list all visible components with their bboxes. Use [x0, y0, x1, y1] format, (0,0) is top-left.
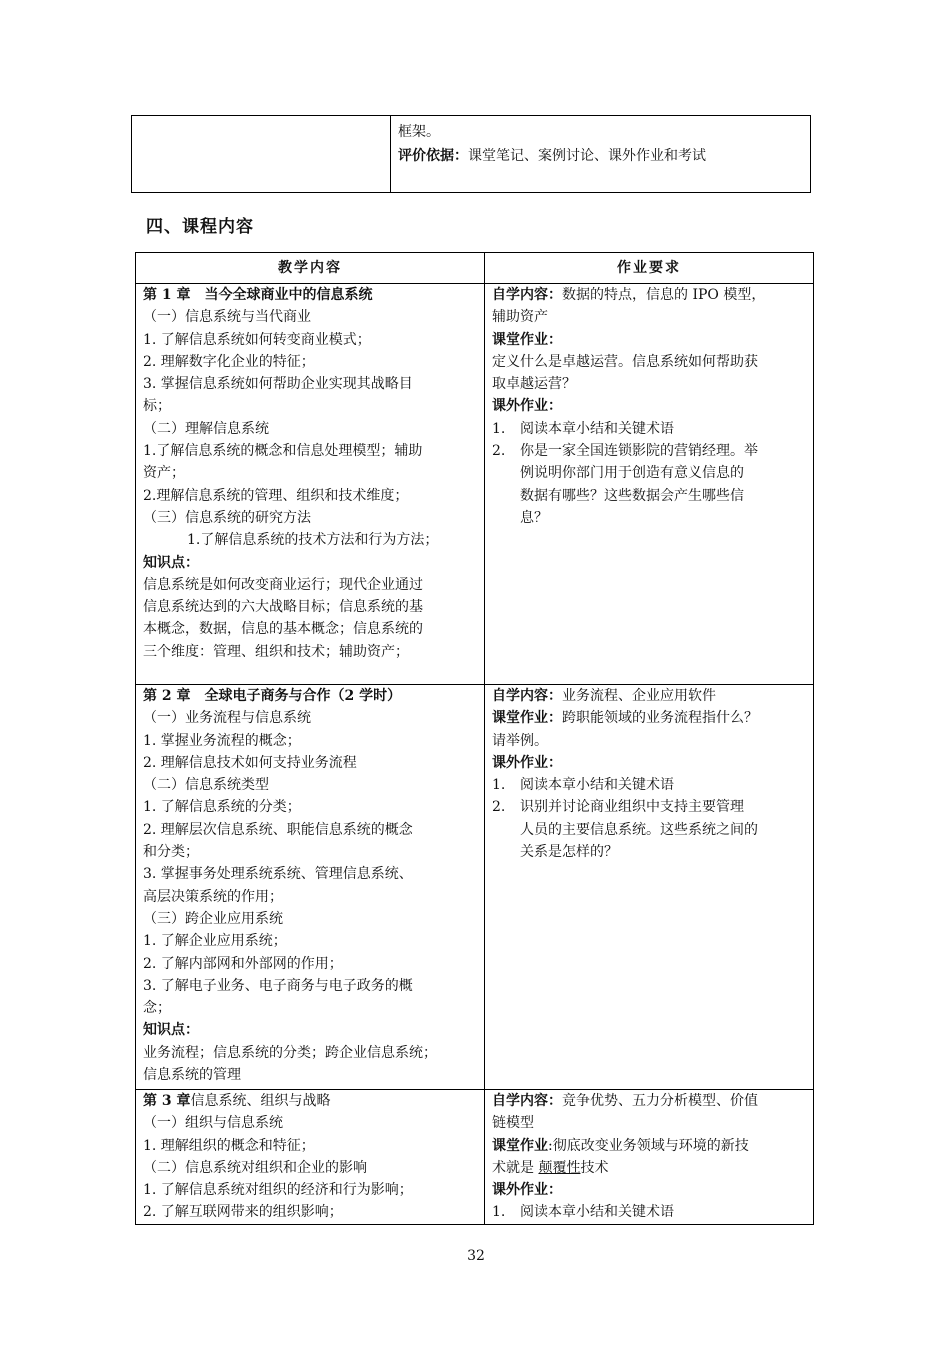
homework-item	[492, 774, 806, 796]
item-number: 1.	[492, 777, 506, 794]
content-line: 2. 了解内部网和外部网的作用；	[143, 955, 343, 972]
table-row-chapter-1	[136, 284, 814, 685]
homework-item	[492, 418, 806, 440]
content-line: 1. 了解信息系统对组织的经济和行为影响；	[143, 1182, 413, 1199]
self-study-text: 竞争优势、五力分析模型、价值	[562, 1093, 758, 1109]
chapter-2-title: 第 2 章 全球电子商务与合作（2 学时）	[143, 688, 402, 704]
content-line: （一）组织与信息系统	[143, 1115, 283, 1132]
content-line: 2. 理解信息技术如何支持业务流程	[143, 754, 357, 771]
header-assignment-requirements: 作业要求	[485, 253, 814, 284]
table-divider	[390, 116, 391, 192]
content-line: （二）理解信息系统	[143, 420, 269, 437]
item-number: 1.	[492, 420, 506, 437]
classwork-text-post: 技术	[580, 1159, 609, 1176]
item-line: 关系是怎样的？	[520, 844, 618, 861]
self-study-text-cont: 链模型	[492, 1115, 534, 1132]
content-line: 1. 理解组织的概念和特征；	[143, 1137, 315, 1154]
classwork-line: 取卓越运营？	[492, 376, 576, 393]
item-number: 2.	[492, 443, 506, 460]
classwork-label: 课堂作业	[492, 1137, 548, 1154]
evaluation-basis	[398, 144, 804, 168]
chapter-3-content	[136, 1090, 485, 1225]
content-line: 1. 了解信息系统的分类；	[143, 799, 301, 816]
knowledge-point-line: 业务流程；信息系统的分类；跨企业信息系统；	[143, 1044, 437, 1061]
content-line: （一）业务流程与信息系统	[143, 710, 311, 727]
assessment-table-fragment	[131, 115, 811, 193]
self-study-text: 业务流程、企业应用软件	[562, 688, 716, 704]
content-line: 1. 了解信息系统如何转变商业模式；	[143, 331, 371, 348]
classwork-text-cont: 请举例。	[492, 732, 548, 749]
content-line: 和分类；	[143, 844, 199, 861]
page-number: 32	[467, 1248, 485, 1264]
knowledge-point-line: 信息系统是如何改变商业运行；现代企业通过	[143, 576, 423, 593]
content-line: 念；	[143, 1000, 171, 1017]
self-study-label: 自学内容：	[492, 688, 562, 704]
chapter-3-title-number: 第 3 章	[143, 1093, 191, 1109]
course-content-table	[135, 252, 814, 1225]
content-line: 3. 了解电子业务、电子商务与电子政务的概	[143, 977, 413, 994]
homework-item	[492, 1201, 806, 1223]
item-line: 人员的主要信息系统。这些系统之间的	[520, 821, 758, 838]
classwork-line: 定义什么是卓越运营。信息系统如何帮助获	[492, 353, 758, 370]
knowledge-point-line: 信息系统达到的六大战略目标；信息系统的基	[143, 599, 423, 616]
content-line: 2. 理解层次信息系统、职能信息系统的概念	[143, 821, 413, 838]
item-line: 数据有哪些？这些数据会产生哪些信	[520, 487, 744, 504]
chapter-1-assignments	[485, 284, 814, 685]
homework-label: 课外作业：	[492, 754, 562, 771]
knowledge-point-line: 三个维度：管理、组织和技术；辅助资产；	[143, 643, 409, 660]
classwork-label: 课堂作业：	[492, 331, 562, 348]
evaluation-text: 课堂笔记、案例讨论、课外作业和考试	[468, 148, 706, 164]
content-line: 1. 了解企业应用系统；	[143, 933, 287, 950]
classwork-label: 课堂作业：	[492, 710, 562, 727]
chapter-3-title: 信息系统、组织与战略	[190, 1093, 331, 1109]
content-line: 1. 掌握业务流程的概念；	[143, 732, 301, 749]
content-line: （三）信息系统的研究方法	[143, 509, 311, 526]
content-line: 高层决策系统的作用；	[143, 888, 283, 905]
knowledge-point-line: 信息系统的管理	[143, 1067, 241, 1084]
item-line: 息？	[520, 509, 548, 526]
self-study-text-cont: 辅助资产	[492, 309, 548, 326]
content-line-indented: 1.了解信息系统的技术方法和行为方法；	[187, 532, 439, 549]
table-row-chapter-2	[136, 685, 814, 1090]
content-line: （二）信息系统对组织和企业的影响	[143, 1159, 367, 1176]
classwork-text: 跨职能领域的业务流程指什么？	[562, 710, 758, 727]
content-line: 2. 了解互联网带来的组织影响；	[143, 1204, 343, 1221]
classwork-text-pre: 术就是	[492, 1159, 534, 1176]
classwork-text: :彻底改变业务领域与环境的新技	[548, 1137, 749, 1154]
item-line: 阅读本章小结和关键术语	[520, 420, 674, 437]
chapter-3-assignments	[485, 1090, 814, 1225]
homework-item	[492, 440, 806, 529]
self-study-label: 自学内容：	[492, 1093, 562, 1109]
knowledge-points-label: 知识点：	[143, 554, 199, 571]
chapter-1-title: 第 1 章 当今全球商业中的信息系统	[143, 287, 373, 303]
chapter-2-content	[136, 685, 485, 1090]
self-study-text: 数据的特点，信息的 IPO 模型，	[562, 287, 766, 303]
item-number: 2.	[492, 799, 506, 816]
table-row-chapter-3	[136, 1090, 814, 1225]
content-line: （一）信息系统与当代商业	[143, 309, 311, 326]
homework-label: 课外作业：	[492, 1182, 562, 1199]
content-line: （三）跨企业应用系统	[143, 910, 283, 927]
content-line: 标；	[143, 398, 171, 415]
content-line: 2.理解信息系统的管理、组织和技术维度；	[143, 487, 409, 504]
item-line: 阅读本章小结和关键术语	[520, 777, 674, 794]
content-line: 3. 掌握事务处理系统系统、管理信息系统、	[143, 866, 413, 883]
self-study-label: 自学内容：	[492, 287, 562, 303]
chapter-1-content	[136, 284, 485, 685]
content-line: 1.了解信息系统的概念和信息处理模型；辅助	[143, 443, 423, 460]
assessment-cell	[398, 120, 804, 168]
chapter-2-assignments	[485, 685, 814, 1090]
homework-item	[492, 796, 806, 863]
item-line: 阅读本章小结和关键术语	[520, 1204, 674, 1221]
item-line: 你是一家全国连锁影院的营销经理。举	[520, 443, 758, 460]
evaluation-label: 评价依据：	[398, 148, 468, 164]
header-teaching-content: 教学内容	[136, 253, 485, 284]
homework-label: 课外作业：	[492, 398, 562, 415]
item-line: 识别并讨论商业组织中支持主要管理	[520, 799, 744, 816]
knowledge-points-label: 知识点：	[143, 1022, 199, 1039]
content-line: 资产；	[143, 465, 185, 482]
item-line: 例说明你部门用于创造有意义信息的	[520, 465, 744, 482]
classwork-underlined-term: 颠覆性	[538, 1159, 581, 1176]
content-line: 3. 掌握信息系统如何帮助企业实现其战略目	[143, 376, 413, 393]
item-number: 1.	[492, 1204, 506, 1221]
framework-line: 框架。	[398, 124, 440, 140]
knowledge-point-line: 本概念，数据，信息的基本概念；信息系统的	[143, 621, 423, 638]
section-title: 四、课程内容	[146, 217, 254, 237]
content-line: 2. 理解数字化企业的特征；	[143, 353, 315, 370]
content-line: （二）信息系统类型	[143, 777, 269, 794]
